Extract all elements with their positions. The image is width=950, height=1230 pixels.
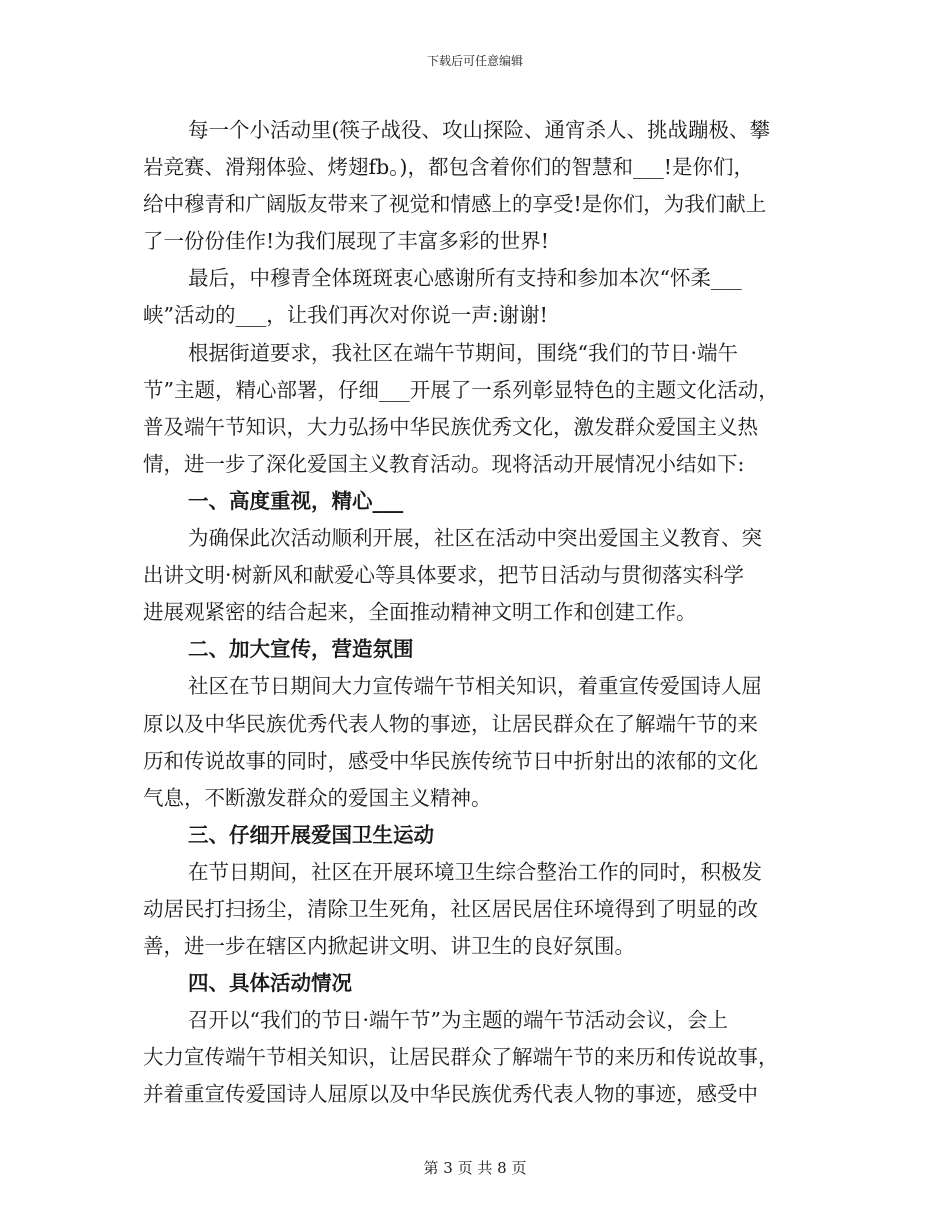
body-text-line: 出讲文明·树新风和献爱心等具体要求，把节日活动与贯彻落实科学: [143, 563, 745, 588]
body-text-line: 给中穆青和广阔版友带来了视觉和情感上的享受!是你们，为我们献上: [143, 192, 767, 217]
section-heading: 二、加大宣传，营造氛围: [188, 637, 414, 662]
body-text-line: 为确保此次活动顺利开展，社区在活动中突出爱国主义教育、突: [188, 526, 762, 551]
body-text-line: 根据街道要求，我社区在端午节期间，围绕“我们的节日·端午: [188, 340, 738, 365]
body-text-line: 原以及中华民族优秀代表人物的事迹，让居民群众在了解端午节的来: [143, 711, 758, 736]
body-text-line: 社区在节日期间大力宣传端午节相关知识，着重宣传爱国诗人屈: [188, 674, 762, 699]
page-header: 下载后可任意编辑: [426, 54, 523, 68]
body-text-line: 召开以“我们的节日·端午节”为主题的端午节活动会议，会上: [188, 1008, 728, 1033]
body-text-line: 最后，中穆青全体斑斑衷心感谢所有支持和参加本次“怀柔___: [188, 266, 742, 291]
section-heading: 四、具体活动情况: [188, 971, 352, 996]
section-heading: 一、高度重视，精心___: [188, 488, 404, 513]
page-footer: 第 3 页 共 8 页: [423, 1159, 527, 1177]
body-text-line: 进展观紧密的结合起来，全面推动精神文明工作和创建工作。: [143, 600, 697, 625]
body-text-line: 岩竞赛、滑翔体验、烤翅fb。)，都包含着你们的智慧和___!是你们，: [143, 155, 754, 180]
body-text-line: 历和传说故事的同时，感受中华民族传统节日中折射出的浓郁的文化: [143, 748, 758, 773]
body-text-line: 动居民打扫扬尘，清除卫生死角，社区居民居住环境得到了明显的改: [143, 896, 758, 921]
body-text-line: 节”主题，精心部署，仔细___开展了一系列彰显特色的主题文化活动，: [143, 377, 779, 402]
body-text-line: 并着重宣传爱国诗人屈原以及中华民族优秀代表人物的事迹，感受中: [143, 1082, 758, 1107]
body-text-line: 每一个小活动里(筷子战役、攻山探险、通宵杀人、挑战蹦极、攀: [188, 118, 770, 142]
body-text-line: 善，进一步在辖区内掀起讲文明、讲卫生的良好氛围。: [143, 934, 635, 959]
body-text-line: 了一份份佳作!为我们展现了丰富多彩的世界!: [143, 229, 549, 254]
body-text-line: 大力宣传端午节相关知识，让居民群众了解端午节的来历和传说故事，: [143, 1045, 779, 1070]
body-text-line: 峡”活动的___，让我们再次对你说一声:谢谢!: [143, 303, 548, 328]
section-heading: 三、仔细开展爱国卫生运动: [188, 822, 434, 847]
body-text-line: 气息，不断激发群众的爱国主义精神。: [143, 785, 492, 810]
document-body: [143, 112, 818, 1114]
body-text-line: 情，进一步了深化爱国主义教育活动。现将活动开展情况小结如下:: [143, 451, 745, 476]
body-text-line: 在节日期间，社区在开展环境卫生综合整治工作的同时，积极发: [188, 859, 762, 884]
body-text-line: 普及端午节知识，大力弘扬中华民族优秀文化，激发群众爱国主义热: [143, 414, 758, 439]
